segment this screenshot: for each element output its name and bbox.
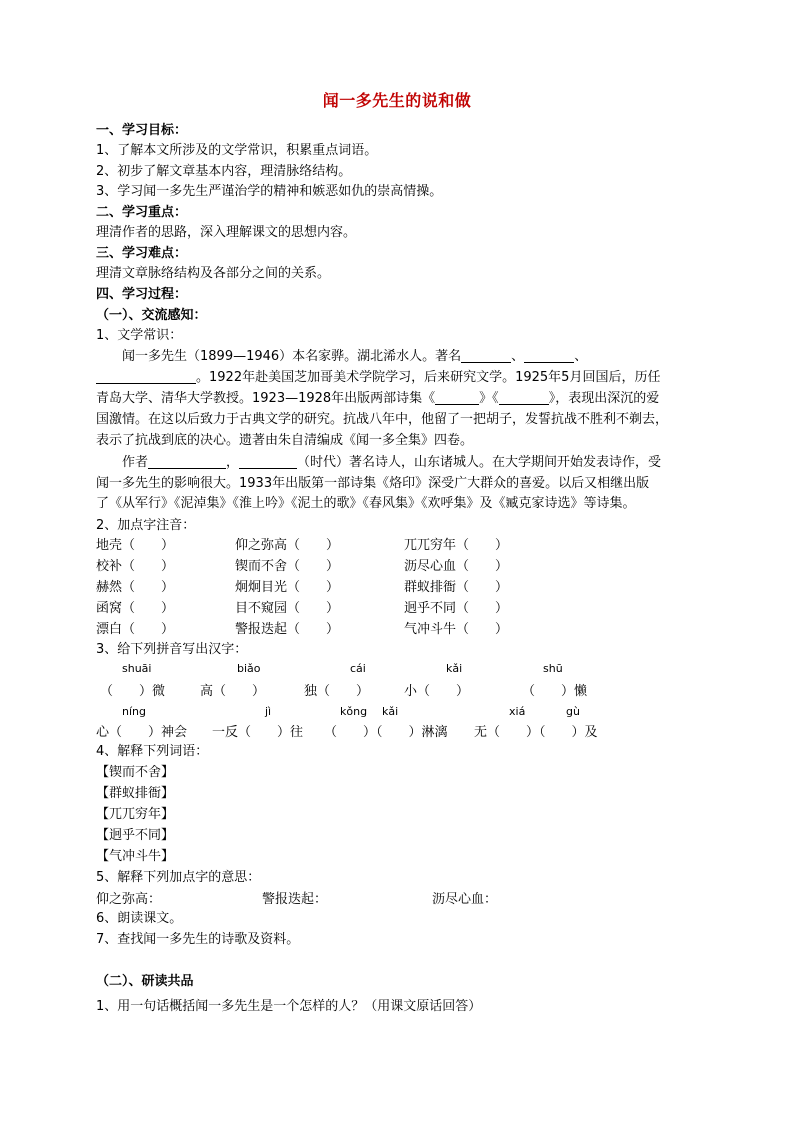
hanzi-row-2 bbox=[0, 721, 794, 741]
question-3-label: 3、给下列拼音写出汉字： bbox=[96, 642, 248, 657]
vocab-item: 【群蚁排衙】 bbox=[96, 786, 175, 801]
literary-paragraph-2-line: 了《从军行》《泥淖集》《淮上吟》《泥土的歌》《春风集》《欢呼集》及《臧克家诗选》等诗集。 bbox=[96, 496, 636, 511]
phonetic-item[interactable]: 目不窥园（ ） bbox=[235, 601, 340, 616]
section-difficulty-heading: 三、学习难点： bbox=[96, 246, 188, 261]
pinyin-label: kǎi bbox=[382, 705, 399, 718]
phonetic-item[interactable]: 校补（ ） bbox=[96, 559, 175, 574]
pinyin-label: jì bbox=[265, 705, 272, 718]
phonetic-item[interactable]: 群蚁排衙（ ） bbox=[404, 580, 509, 595]
objective-item: 3、学习闻一多先生严谨治学的精神和嫉恶如仇的崇高情操。 bbox=[96, 184, 443, 199]
objective-item: 1、了解本文所涉及的文学常识，积累重点词语。 bbox=[96, 143, 378, 158]
paragraph-text: 、 bbox=[511, 349, 525, 364]
blank-line[interactable] bbox=[96, 369, 196, 384]
pinyin-label: gù bbox=[566, 705, 580, 718]
question-2-label: 2、加点字注音： bbox=[96, 518, 196, 533]
literary-paragraph-2 bbox=[122, 453, 661, 473]
phonetic-item[interactable]: 漂白（ ） bbox=[96, 622, 175, 637]
phonetic-item[interactable]: 警报迭起（ ） bbox=[235, 622, 340, 637]
paragraph-text: 》《 bbox=[479, 391, 499, 406]
hanzi-blank[interactable]: 小（ ） bbox=[404, 684, 470, 699]
literary-paragraph-2-line: 闻一多先生的影响很大。1933年出版第一部诗集《烙印》深受广大群众的喜爱。以后又相继出版 bbox=[96, 476, 650, 491]
literary-paragraph-1-line: 国激情。在这以后致力于古典文学的研究。抗战八年中，他留了一把胡子，发誓抗战不胜利不剃去， bbox=[96, 412, 669, 427]
blank-line[interactable] bbox=[524, 348, 574, 363]
pinyin-label: kǎi bbox=[446, 662, 463, 675]
hanzi-blank[interactable]: 无（ ）（ ）及 bbox=[474, 725, 598, 740]
section-difficulty-text: 理清文章脉络结构及各部分之间的关系。 bbox=[96, 266, 331, 281]
vocab-item: 【迥乎不同】 bbox=[96, 828, 175, 843]
page-title: 闻一多先生的说和做 bbox=[322, 91, 472, 110]
literary-paragraph-1 bbox=[122, 347, 587, 367]
hanzi-blank[interactable]: 独（ ） bbox=[304, 684, 370, 699]
section-process-heading: 四、学习过程： bbox=[96, 287, 188, 302]
part2-heading: （二）、研读共品 bbox=[96, 974, 194, 989]
literary-paragraph-1-line: 表示了抗战到底的决心。遗著由朱自清编成《闻一多全集》四卷。 bbox=[96, 433, 474, 448]
paragraph-text: 》，表现出深沉的爱 bbox=[548, 391, 660, 406]
hanzi-blank[interactable]: 高（ ） bbox=[200, 684, 266, 699]
blank-line[interactable] bbox=[435, 390, 479, 405]
part1-heading: （一）、交流感知： bbox=[96, 308, 207, 323]
vocab-item: 【气冲斗牛】 bbox=[96, 849, 175, 864]
hanzi-blank[interactable]: 心（ ）神会 bbox=[96, 725, 188, 740]
phonetic-item[interactable]: 赫然（ ） bbox=[96, 580, 175, 595]
phonetic-item[interactable]: 锲而不舍（ ） bbox=[235, 559, 340, 574]
vocab-item: 【兀兀穷年】 bbox=[96, 807, 175, 822]
meaning-item[interactable]: 警报迭起： bbox=[262, 892, 328, 907]
pinyin-label: cái bbox=[350, 662, 366, 675]
phonetic-item[interactable]: 沥尽心血（ ） bbox=[404, 559, 509, 574]
vocab-item: 【锲而不舍】 bbox=[96, 765, 175, 780]
paragraph-text: ， bbox=[226, 455, 240, 470]
section-focus-heading: 二、学习重点： bbox=[96, 205, 188, 220]
phonetic-item[interactable]: 仰之弥高（ ） bbox=[235, 538, 340, 553]
paragraph-text: 、 bbox=[574, 349, 588, 364]
hanzi-blank[interactable]: （ ）微 bbox=[100, 684, 166, 699]
blank-line[interactable] bbox=[148, 454, 226, 469]
question-4-label: 4、解释下列词语： bbox=[96, 744, 209, 759]
literary-paragraph-1-line bbox=[96, 368, 660, 388]
pinyin-label: shuāi bbox=[122, 662, 152, 675]
blank-line[interactable] bbox=[499, 390, 549, 405]
literary-paragraph-1-line bbox=[96, 389, 659, 409]
pinyin-label: kǒng bbox=[340, 705, 368, 718]
phonetic-item[interactable]: 气冲斗牛（ ） bbox=[404, 622, 509, 637]
blank-line[interactable] bbox=[239, 454, 297, 469]
paragraph-text: 青岛大学、清华大学教授。1923—1928年出版两部诗集《 bbox=[96, 391, 436, 406]
objective-item: 2、初步了解文章基本内容，理清脉络结构。 bbox=[96, 164, 352, 179]
phonetic-item[interactable]: 地壳（ ） bbox=[96, 538, 175, 553]
phonetic-item[interactable]: 函窝（ ） bbox=[96, 601, 175, 616]
pinyin-label: shū bbox=[543, 662, 563, 675]
question-5-label: 5、解释下列加点字的意思： bbox=[96, 870, 261, 885]
pinyin-label: xiá bbox=[509, 705, 526, 718]
blank-line[interactable] bbox=[461, 348, 511, 363]
part2-question-1: 1、用一句话概括闻一多先生是一个怎样的人？（用课文原话回答） bbox=[96, 999, 482, 1014]
phonetic-item[interactable]: 迥乎不同（ ） bbox=[404, 601, 509, 616]
pinyin-label: biǎo bbox=[237, 662, 261, 675]
pinyin-row-1 bbox=[0, 662, 794, 682]
paragraph-text: 闻一多先生（1899—1946）本名家骅。湖北浠水人。著名 bbox=[122, 349, 462, 364]
meaning-item[interactable]: 沥尽心血： bbox=[432, 892, 498, 907]
question-7-label: 7、查找闻一多先生的诗歌及资料。 bbox=[96, 932, 300, 947]
phonetic-item[interactable]: 炯炯目光（ ） bbox=[235, 580, 340, 595]
hanzi-blank[interactable]: （ ）（ ）淋漓 bbox=[324, 725, 448, 740]
paragraph-text: 。1922年赴美国芝加哥美术学院学习，后来研究文学。1925年5月回国后，历任 bbox=[196, 370, 661, 385]
meaning-item[interactable]: 仰之弥高： bbox=[96, 892, 162, 907]
section-focus-text: 理清作者的思路，深入理解课文的思想内容。 bbox=[96, 225, 357, 240]
paragraph-text: 作者 bbox=[122, 455, 149, 470]
hanzi-blank[interactable]: 一反（ ）往 bbox=[212, 725, 304, 740]
section-objectives-heading: 一、学习目标： bbox=[96, 123, 188, 138]
question-1-label: 1、文学常识： bbox=[96, 328, 183, 343]
meaning-row bbox=[0, 888, 794, 908]
hanzi-blank[interactable]: （ ）懒 bbox=[522, 684, 588, 699]
pinyin-label: níng bbox=[122, 705, 146, 718]
hanzi-row-1 bbox=[0, 680, 794, 700]
paragraph-text: （时代）著名诗人，山东诸城人。在大学期间开始发表诗作，受 bbox=[297, 455, 662, 470]
question-6-label: 6、朗读课文。 bbox=[96, 911, 183, 926]
phonetic-item[interactable]: 兀兀穷年（ ） bbox=[404, 538, 509, 553]
